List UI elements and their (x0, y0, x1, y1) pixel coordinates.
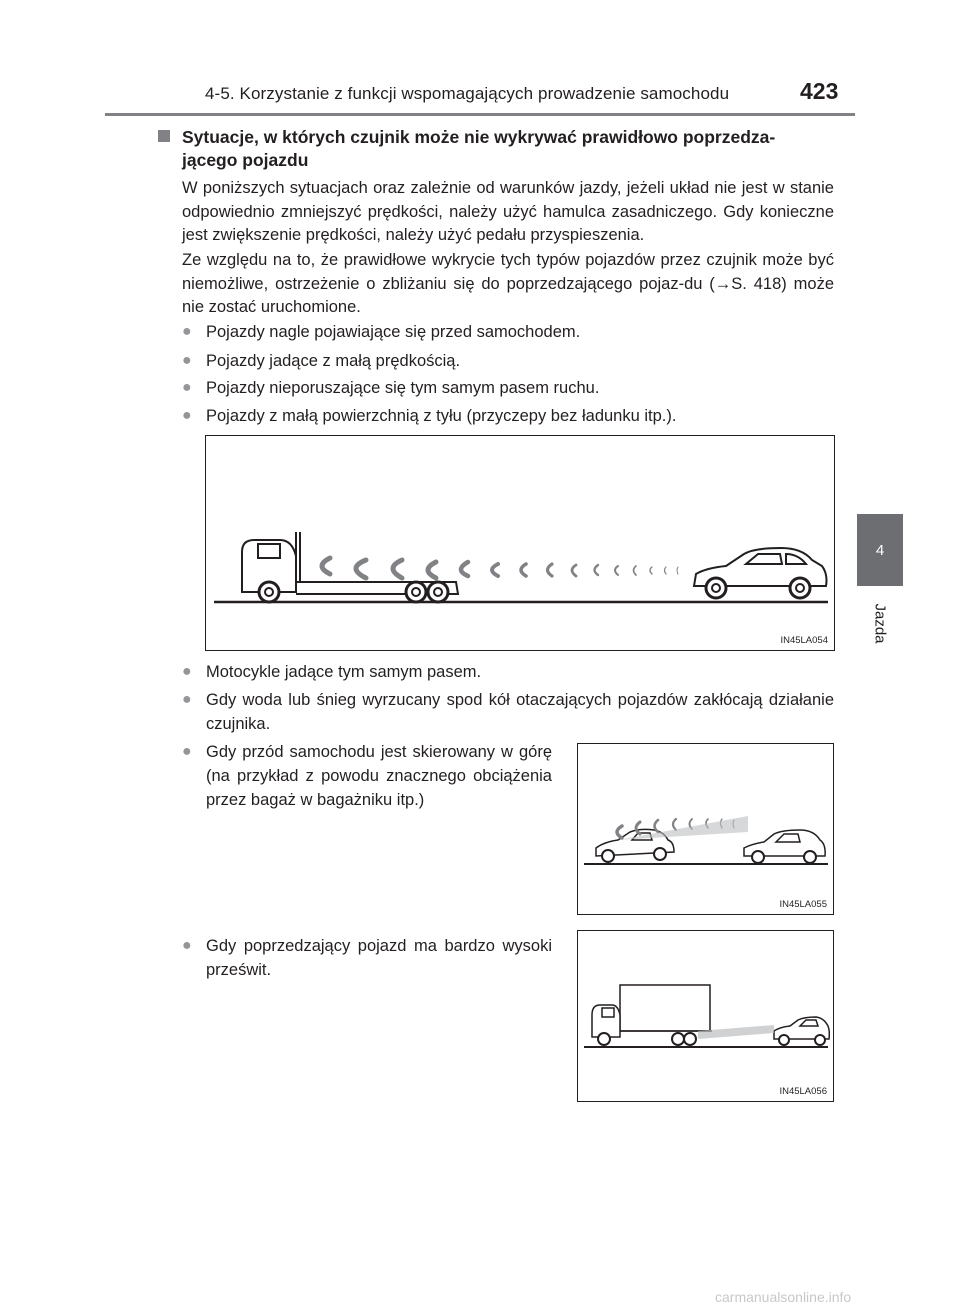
figure-nose-up-car (577, 743, 834, 915)
page-number: 423 (800, 78, 839, 104)
list-item-text: Gdy woda lub śnieg wyrzucany spod kół otaczających pojazdów zakłócają działanie czujnika. (206, 691, 834, 733)
heading-line-2: jącego pojazdu (182, 150, 309, 170)
bullet-icon: ● (182, 379, 192, 396)
list-item-text: Pojazdy nagle pojawiające się przed samochodem. (206, 323, 581, 341)
chapter-label-text: Jazda (871, 602, 889, 644)
list-item-text: Pojazdy z małą powierzchnią z tyłu (przyczepy bez ładunku itp.). (206, 407, 677, 425)
list-item-text: Gdy przód samochodu jest skierowany w górę (na przykład z powodu znacznego obciążenia przez bagaż w bagażniku itp.) (206, 743, 552, 809)
list-item (182, 404, 834, 428)
chapter-label (843, 598, 917, 648)
list-item-text: Gdy poprzedzający pojazd ma bardzo wysoki prześwit. (206, 937, 552, 979)
nose-up-car-illustration (578, 744, 835, 916)
list-item (182, 688, 834, 736)
list-item-text: Motocykle jadące tym samym pasem. (206, 663, 482, 681)
list-item (182, 934, 552, 982)
header-divider (105, 113, 855, 116)
bullet-icon: ● (182, 743, 192, 760)
high-clearance-truck-illustration (578, 931, 835, 1103)
list-item (182, 740, 552, 812)
watermark-text: carmanualsonline.info (715, 1289, 852, 1305)
bullet-icon: ● (182, 407, 192, 424)
list-item (182, 320, 834, 344)
figure-high-clearance-truck (577, 930, 834, 1102)
list-item (182, 349, 834, 373)
running-header-title: 4-5. Korzystanie z funkcji wspomagających prowadzenie samochodu (205, 84, 730, 103)
paragraph-2: Ze względu na to, że prawidłowe wykrycie tych typów pojazdów przez czujnik może być niemożliwe, ostrzeżenie o zbliżaniu się do poprzedzającego pojaz-du (→S. 418) może nie zostać uruchomione. (182, 251, 834, 316)
bullet-icon: ● (182, 691, 192, 708)
list-item (182, 660, 834, 684)
bullet-icon: ● (182, 937, 192, 954)
bullet-icon: ● (182, 663, 192, 680)
chapter-tab (857, 514, 903, 586)
bullet-icon: ● (182, 352, 192, 369)
figure-code: IN45LA055 (779, 899, 827, 910)
section-heading (158, 126, 838, 172)
bullet-icon: ● (182, 323, 192, 340)
flatbed-truck-illustration (206, 436, 836, 652)
paragraph-1: W poniższych sytuacjach oraz zależnie od warunków jazdy, jeżeli układ nie jest w stanie odpowiednio zmniejszyć prędkości, należy użyć hamulca zasadniczego. Gdy konieczne jest zwiększenie prędkości, należy użyć pedału przyspieszenia. (182, 179, 834, 244)
figure-code: IN45LA056 (779, 1086, 827, 1097)
list-item (182, 376, 834, 400)
list-item-text: Pojazdy nieporuszające się tym samym pasem ruchu. (206, 379, 600, 397)
figure-code: IN45LA054 (780, 635, 828, 646)
chapter-number: 4 (875, 541, 885, 559)
heading-square-icon (158, 130, 170, 142)
heading-line-1: Sytuacje, w których czujnik może nie wykrywać prawidłowo poprzedza- (182, 127, 776, 147)
figure-flatbed-truck (205, 435, 835, 651)
list-item-text: Pojazdy jadące z małą prędkością. (206, 352, 461, 370)
